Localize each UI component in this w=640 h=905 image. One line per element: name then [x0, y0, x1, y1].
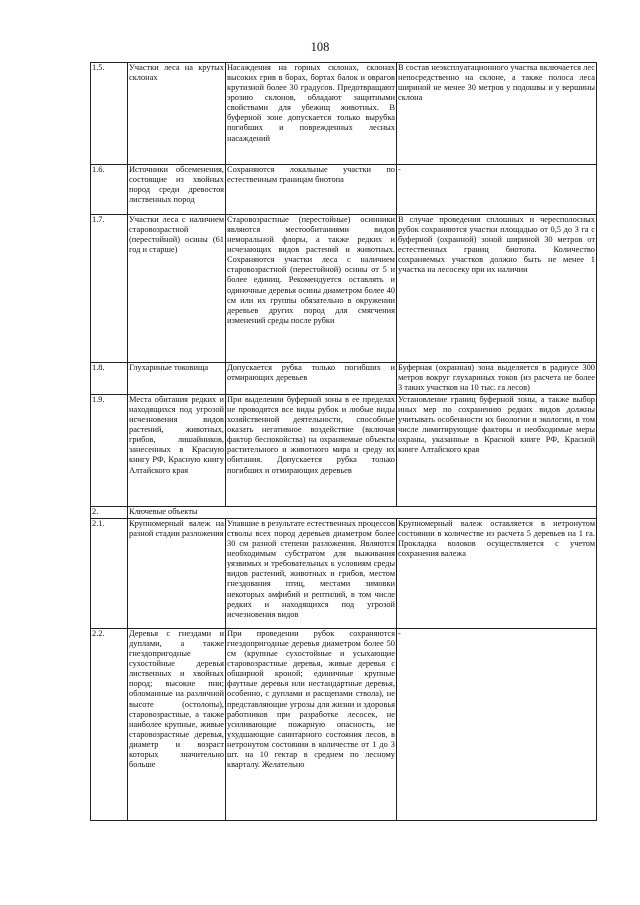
table-row — [91, 395, 597, 507]
restriction-cell: При выделении буферной зоны в ее пределах не проводятся все виды рубок и любые виды хозяйственной деятельности, способные оказать негативное воздействие (включая фактор беспокойства) на охраняемые объекты растительного и животного мира и среду их обитания. Допускается рубка только погибших и отмирающих деревьев — [226, 395, 397, 507]
row-number: 1.9. — [91, 395, 128, 507]
row-number: 2. — [91, 507, 128, 519]
object-cell: Деревья с гнездами и дуплами, а также гнездопригодные сухостойные деревья лиственных и хвойных пород; высокие пни; обломанные на различной высоте (остолопы), старовозрастные, а также наиболее крупные, живые старовозрастные деревья, диаметр и возраст которых значительно больше — [128, 629, 226, 821]
note-cell: - — [397, 165, 597, 215]
note-cell: Буферная (охранная) зона выделяется в радиусе 300 метров вокруг глухариных токов (из расчета не более 3 таких участков на 10 тыс. га лесов) — [397, 363, 597, 395]
note-cell: В случае проведения сплошных и чересполосных рубок сохраняются участки площадью от 0,5 до 3 га с буферной (охранной) зоной шириной 30 метров от естественных границ биотопа. Количество сохраняемых участков должно быть не менее 1 участка на лесосеку при их наличии — [397, 215, 597, 363]
row-number: 1.8. — [91, 363, 128, 395]
table-row — [91, 63, 597, 165]
object-cell: Крупномерный валеж на разной стадии разложения — [128, 519, 226, 629]
object-cell: Места обитания редких и находящихся под угрозой исчезновения видов растений, животных, грибов, лишайников, занесенных в Красную книгу РФ, Красную книгу Алтайского края — [128, 395, 226, 507]
object-cell: Участки леса с наличием старовозрастной (перестойной) осины (61 год и старше) — [128, 215, 226, 363]
restriction-cell: Насаждения на горных склонах, склонах высоких грив в борах, бортах балок и оврагов крутизной более 30 градусов. Предотвращают эрозию склонов, обладают защитными свойствами для убежищ животных. В буферной зоне допускается только вырубка погибших и поврежденных лесных насаждений — [226, 63, 397, 165]
table-row — [91, 363, 597, 395]
section-heading: Ключевые объекты — [128, 507, 597, 519]
note-cell: В состав неэксплуатационного участка включается лес непосредственно на склоне, а также полоса леса шириной не менее 30 метров у подошвы и у вершины склона — [397, 63, 597, 165]
object-cell: Участки леса на крутых склонах — [128, 63, 226, 165]
object-cell: Источники обсеменения, состоящие из хвойных пород среди древостоя лиственных пород — [128, 165, 226, 215]
object-cell: Глухариные токовища — [128, 363, 226, 395]
note-cell: - — [397, 629, 597, 821]
note-cell: Установление границ буферной зоны, а также выбор иных мер по сохранению редких видов должны учитывать особенности их биологии и экологии, в том числе лимитирующие факторы и необходимые меры охраны, указанные в Красной книге РФ, Красной книге Алтайского края — [397, 395, 597, 507]
table-row — [91, 165, 597, 215]
table-row — [91, 519, 597, 629]
restrictions-table — [90, 62, 597, 821]
row-number: 1.6. — [91, 165, 128, 215]
page-number: 108 — [310, 40, 330, 54]
restriction-cell: Допускается рубка только погибших и отмирающих деревьев — [226, 363, 397, 395]
row-number: 1.7. — [91, 215, 128, 363]
restriction-cell: Упавшие в результате естественных процессов стволы всех пород деревьев диаметром более 30 см разной степени разложения. Являются необходимым субстратом для выживания уязвимых и требовательных к условиям среды видов растений, животных и грибов, местом гнездования птиц, местами зимовки некоторых амфибий и рептилий, в том числе редких и находящихся под угрозой исчезновения видов — [226, 519, 397, 629]
restriction-cell: Сохраняются локальные участки по естественным границам биотопа — [226, 165, 397, 215]
note-cell: Крупномерный валеж оставляется в нетронутом состоянии в количестве из расчета 5 деревьев на 1 га. Прокладка волоков осуществляется с учетом сохранения валежа — [397, 519, 597, 629]
table-row — [91, 215, 597, 363]
row-number: 2.2. — [91, 629, 128, 821]
restriction-cell: При проведении рубок сохраняются гнездопригодные деревья диаметром более 50 см (крупные сухостойные и усыхающие старовозрастные деревья, живые деревья с обширной кроной; единичные крупные фаутные деревья или нестандартные деревья, особенно, с дуплами и расщепами ствола), не представляющие угрозы для жизни и здоровья работников при разработке лесосек, не усиливающие пожарную опасность, не ухудшающие санитарного состояния лесов, в нетронутом состоянии в количестве от 1 до 3 шт. на 10 гектар в среднем по лесному кварталу. Желательно — [226, 629, 397, 821]
table-row — [91, 507, 597, 519]
table-row — [91, 629, 597, 821]
restriction-cell: Старовозрастные (перестойные) осинники являются местообитаниями видов неморальной флоры, а также редких и исчезающих видов растений и животных. Сохраняются участки леса с наличием старовозрастной (перестойной) осины от 5 и более единиц. Рекомендуется оставлять и одиночные деревья осины диаметром более 40 см или их группы обязательно в окружении деревьев других пород для смягчения изменений среды после рубки — [226, 215, 397, 363]
row-number: 2.1. — [91, 519, 128, 629]
row-number: 1.5. — [91, 63, 128, 165]
